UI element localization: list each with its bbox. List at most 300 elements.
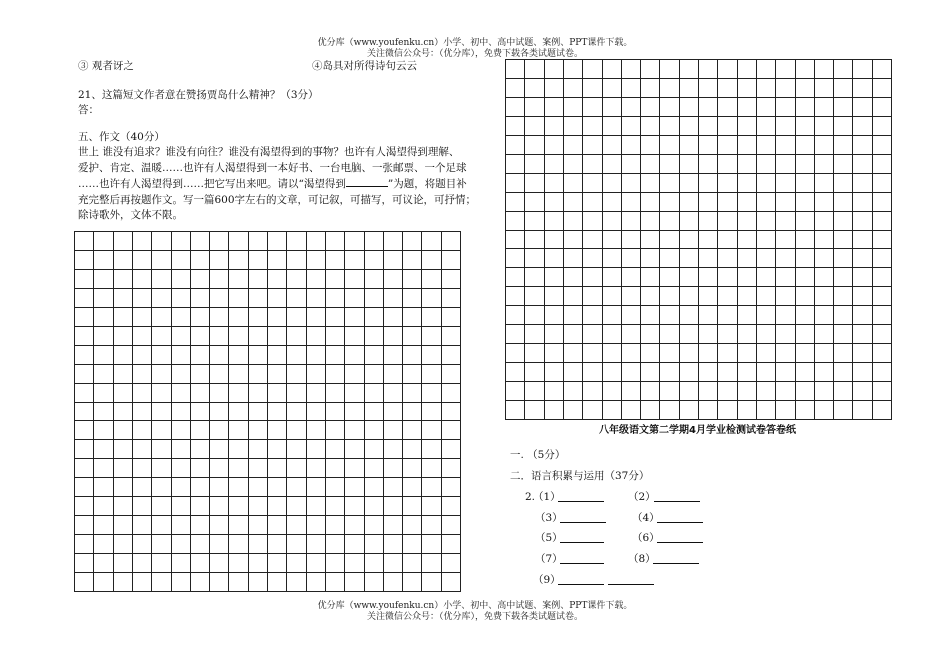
grid-cell[interactable] <box>344 458 364 478</box>
grid-cell[interactable] <box>151 515 171 535</box>
grid-cell[interactable] <box>544 78 564 98</box>
grid-cell[interactable] <box>737 135 757 155</box>
grid-cell[interactable] <box>756 97 776 117</box>
grid-cell[interactable] <box>563 267 583 287</box>
grid-cell[interactable] <box>814 362 834 382</box>
grid-cell[interactable] <box>267 496 287 516</box>
grid-cell[interactable] <box>74 439 94 459</box>
grid-cell[interactable] <box>659 305 679 325</box>
grid-cell[interactable] <box>737 116 757 136</box>
grid-cell[interactable] <box>113 326 133 346</box>
grid-cell[interactable] <box>659 192 679 212</box>
grid-cell[interactable] <box>544 248 564 268</box>
grid-cell[interactable] <box>563 116 583 136</box>
grid-cell[interactable] <box>93 553 113 573</box>
grid-cell[interactable] <box>344 326 364 346</box>
grid-cell[interactable] <box>325 231 345 251</box>
grid-cell[interactable] <box>228 231 248 251</box>
grid-cell[interactable] <box>93 458 113 478</box>
grid-cell[interactable] <box>364 307 384 327</box>
grid-cell[interactable] <box>679 343 699 363</box>
grid-cell[interactable] <box>852 192 872 212</box>
grid-cell[interactable] <box>698 230 718 250</box>
grid-cell[interactable] <box>402 402 422 422</box>
grid-cell[interactable] <box>248 383 268 403</box>
grid-cell[interactable] <box>74 402 94 422</box>
grid-cell[interactable] <box>344 231 364 251</box>
grid-cell[interactable] <box>505 286 525 306</box>
grid-cell[interactable] <box>306 326 326 346</box>
grid-cell[interactable] <box>228 269 248 289</box>
grid-cell[interactable] <box>325 477 345 497</box>
grid-cell[interactable] <box>113 515 133 535</box>
grid-cell[interactable] <box>151 250 171 270</box>
grid-cell[interactable] <box>621 78 641 98</box>
grid-cell[interactable] <box>717 362 737 382</box>
grid-cell[interactable] <box>93 477 113 497</box>
grid-cell[interactable] <box>563 286 583 306</box>
grid-cell[interactable] <box>679 381 699 401</box>
grid-cell[interactable] <box>544 211 564 231</box>
grid-cell[interactable] <box>364 288 384 308</box>
grid-cell[interactable] <box>421 496 441 516</box>
grid-cell[interactable] <box>659 343 679 363</box>
grid-cell[interactable] <box>151 534 171 554</box>
grid-cell[interactable] <box>267 553 287 573</box>
grid-cell[interactable] <box>267 231 287 251</box>
grid-cell[interactable] <box>383 402 403 422</box>
grid-cell[interactable] <box>698 362 718 382</box>
grid-cell[interactable] <box>364 326 384 346</box>
grid-cell[interactable] <box>151 439 171 459</box>
grid-cell[interactable] <box>737 248 757 268</box>
answer-blank-5[interactable] <box>560 530 604 543</box>
grid-cell[interactable] <box>602 192 622 212</box>
grid-cell[interactable] <box>286 553 306 573</box>
grid-cell[interactable] <box>602 78 622 98</box>
grid-cell[interactable] <box>344 288 364 308</box>
grid-cell[interactable] <box>441 383 461 403</box>
grid-cell[interactable] <box>621 267 641 287</box>
grid-cell[interactable] <box>209 231 229 251</box>
grid-cell[interactable] <box>602 362 622 382</box>
grid-cell[interactable] <box>872 59 892 79</box>
grid-cell[interactable] <box>344 383 364 403</box>
grid-cell[interactable] <box>306 269 326 289</box>
grid-cell[interactable] <box>441 269 461 289</box>
grid-cell[interactable] <box>872 211 892 231</box>
grid-cell[interactable] <box>402 553 422 573</box>
grid-cell[interactable] <box>325 307 345 327</box>
grid-cell[interactable] <box>344 250 364 270</box>
grid-cell[interactable] <box>775 154 795 174</box>
grid-cell[interactable] <box>659 400 679 420</box>
grid-cell[interactable] <box>582 59 602 79</box>
grid-cell[interactable] <box>505 343 525 363</box>
grid-cell[interactable] <box>344 364 364 384</box>
grid-cell[interactable] <box>132 439 152 459</box>
grid-cell[interactable] <box>248 345 268 365</box>
grid-cell[interactable] <box>640 400 660 420</box>
grid-cell[interactable] <box>852 381 872 401</box>
grid-cell[interactable] <box>248 420 268 440</box>
grid-cell[interactable] <box>325 515 345 535</box>
grid-cell[interactable] <box>833 248 853 268</box>
grid-cell[interactable] <box>286 250 306 270</box>
grid-cell[interactable] <box>209 458 229 478</box>
grid-cell[interactable] <box>833 324 853 344</box>
grid-cell[interactable] <box>640 78 660 98</box>
grid-cell[interactable] <box>756 135 776 155</box>
grid-cell[interactable] <box>602 286 622 306</box>
grid-cell[interactable] <box>248 307 268 327</box>
grid-cell[interactable] <box>364 250 384 270</box>
grid-cell[interactable] <box>814 78 834 98</box>
grid-cell[interactable] <box>402 458 422 478</box>
grid-cell[interactable] <box>74 288 94 308</box>
grid-cell[interactable] <box>717 343 737 363</box>
grid-cell[interactable] <box>74 383 94 403</box>
grid-cell[interactable] <box>659 97 679 117</box>
grid-cell[interactable] <box>814 59 834 79</box>
grid-cell[interactable] <box>383 477 403 497</box>
grid-cell[interactable] <box>698 267 718 287</box>
grid-cell[interactable] <box>833 59 853 79</box>
grid-cell[interactable] <box>306 364 326 384</box>
grid-cell[interactable] <box>402 288 422 308</box>
grid-cell[interactable] <box>151 553 171 573</box>
grid-cell[interactable] <box>171 231 191 251</box>
grid-cell[interactable] <box>833 135 853 155</box>
grid-cell[interactable] <box>659 267 679 287</box>
grid-cell[interactable] <box>544 192 564 212</box>
grid-cell[interactable] <box>679 116 699 136</box>
grid-cell[interactable] <box>756 230 776 250</box>
grid-cell[interactable] <box>151 345 171 365</box>
grid-cell[interactable] <box>171 458 191 478</box>
grid-cell[interactable] <box>833 230 853 250</box>
grid-cell[interactable] <box>248 572 268 592</box>
grid-cell[interactable] <box>267 534 287 554</box>
grid-cell[interactable] <box>93 231 113 251</box>
grid-cell[interactable] <box>795 343 815 363</box>
grid-cell[interactable] <box>852 362 872 382</box>
grid-cell[interactable] <box>228 477 248 497</box>
grid-cell[interactable] <box>441 231 461 251</box>
grid-cell[interactable] <box>209 345 229 365</box>
grid-cell[interactable] <box>795 381 815 401</box>
grid-cell[interactable] <box>833 173 853 193</box>
grid-cell[interactable] <box>306 458 326 478</box>
grid-cell[interactable] <box>717 192 737 212</box>
grid-cell[interactable] <box>74 231 94 251</box>
grid-cell[interactable] <box>267 345 287 365</box>
grid-cell[interactable] <box>563 97 583 117</box>
grid-cell[interactable] <box>190 402 210 422</box>
grid-cell[interactable] <box>544 400 564 420</box>
grid-cell[interactable] <box>698 116 718 136</box>
grid-cell[interactable] <box>814 116 834 136</box>
grid-cell[interactable] <box>833 78 853 98</box>
grid-cell[interactable] <box>814 267 834 287</box>
grid-cell[interactable] <box>93 496 113 516</box>
grid-cell[interactable] <box>679 173 699 193</box>
grid-cell[interactable] <box>228 420 248 440</box>
grid-cell[interactable] <box>306 439 326 459</box>
grid-cell[interactable] <box>209 250 229 270</box>
grid-cell[interactable] <box>756 59 776 79</box>
grid-cell[interactable] <box>441 345 461 365</box>
grid-cell[interactable] <box>383 288 403 308</box>
grid-cell[interactable] <box>621 211 641 231</box>
grid-cell[interactable] <box>113 496 133 516</box>
grid-cell[interactable] <box>698 192 718 212</box>
grid-cell[interactable] <box>190 534 210 554</box>
grid-cell[interactable] <box>563 343 583 363</box>
grid-cell[interactable] <box>524 286 544 306</box>
grid-cell[interactable] <box>93 307 113 327</box>
grid-cell[interactable] <box>248 250 268 270</box>
grid-cell[interactable] <box>74 250 94 270</box>
grid-cell[interactable] <box>171 553 191 573</box>
grid-cell[interactable] <box>756 324 776 344</box>
grid-cell[interactable] <box>852 154 872 174</box>
grid-cell[interactable] <box>544 362 564 382</box>
grid-cell[interactable] <box>132 307 152 327</box>
grid-cell[interactable] <box>833 211 853 231</box>
grid-cell[interactable] <box>306 572 326 592</box>
grid-cell[interactable] <box>93 269 113 289</box>
grid-cell[interactable] <box>737 211 757 231</box>
grid-cell[interactable] <box>717 211 737 231</box>
grid-cell[interactable] <box>441 364 461 384</box>
grid-cell[interactable] <box>132 496 152 516</box>
grid-cell[interactable] <box>602 343 622 363</box>
grid-cell[interactable] <box>698 173 718 193</box>
grid-cell[interactable] <box>364 383 384 403</box>
grid-cell[interactable] <box>852 267 872 287</box>
grid-cell[interactable] <box>228 288 248 308</box>
grid-cell[interactable] <box>563 59 583 79</box>
grid-cell[interactable] <box>364 364 384 384</box>
grid-cell[interactable] <box>602 400 622 420</box>
grid-cell[interactable] <box>775 400 795 420</box>
grid-cell[interactable] <box>659 286 679 306</box>
grid-cell[interactable] <box>113 307 133 327</box>
grid-cell[interactable] <box>421 458 441 478</box>
grid-cell[interactable] <box>171 364 191 384</box>
grid-cell[interactable] <box>228 458 248 478</box>
grid-cell[interactable] <box>383 515 403 535</box>
grid-cell[interactable] <box>737 154 757 174</box>
grid-cell[interactable] <box>640 173 660 193</box>
grid-cell[interactable] <box>717 286 737 306</box>
grid-cell[interactable] <box>325 383 345 403</box>
grid-cell[interactable] <box>74 572 94 592</box>
grid-cell[interactable] <box>544 305 564 325</box>
answer-blank-9b[interactable] <box>608 572 654 585</box>
grid-cell[interactable] <box>524 305 544 325</box>
grid-cell[interactable] <box>621 286 641 306</box>
grid-cell[interactable] <box>209 553 229 573</box>
grid-cell[interactable] <box>737 343 757 363</box>
grid-cell[interactable] <box>524 192 544 212</box>
grid-cell[interactable] <box>306 231 326 251</box>
grid-cell[interactable] <box>93 345 113 365</box>
grid-cell[interactable] <box>679 192 699 212</box>
grid-cell[interactable] <box>775 211 795 231</box>
grid-cell[interactable] <box>344 420 364 440</box>
grid-cell[interactable] <box>441 307 461 327</box>
grid-cell[interactable] <box>441 553 461 573</box>
grid-cell[interactable] <box>421 439 441 459</box>
grid-cell[interactable] <box>640 59 660 79</box>
grid-cell[interactable] <box>209 288 229 308</box>
grid-cell[interactable] <box>756 173 776 193</box>
grid-cell[interactable] <box>325 269 345 289</box>
grid-cell[interactable] <box>524 343 544 363</box>
grid-cell[interactable] <box>505 305 525 325</box>
grid-cell[interactable] <box>402 383 422 403</box>
grid-cell[interactable] <box>93 364 113 384</box>
grid-cell[interactable] <box>795 305 815 325</box>
grid-cell[interactable] <box>383 326 403 346</box>
grid-cell[interactable] <box>872 362 892 382</box>
grid-cell[interactable] <box>228 307 248 327</box>
grid-cell[interactable] <box>306 288 326 308</box>
grid-cell[interactable] <box>421 553 441 573</box>
grid-cell[interactable] <box>132 231 152 251</box>
grid-cell[interactable] <box>621 59 641 79</box>
grid-cell[interactable] <box>640 324 660 344</box>
grid-cell[interactable] <box>717 154 737 174</box>
grid-cell[interactable] <box>872 154 892 174</box>
grid-cell[interactable] <box>421 231 441 251</box>
grid-cell[interactable] <box>814 135 834 155</box>
grid-cell[interactable] <box>737 173 757 193</box>
grid-cell[interactable] <box>151 307 171 327</box>
grid-cell[interactable] <box>640 343 660 363</box>
grid-cell[interactable] <box>833 362 853 382</box>
grid-cell[interactable] <box>151 477 171 497</box>
grid-cell[interactable] <box>228 439 248 459</box>
grid-cell[interactable] <box>74 477 94 497</box>
grid-cell[interactable] <box>151 402 171 422</box>
grid-cell[interactable] <box>679 230 699 250</box>
grid-cell[interactable] <box>775 286 795 306</box>
grid-cell[interactable] <box>775 362 795 382</box>
grid-cell[interactable] <box>151 288 171 308</box>
grid-cell[interactable] <box>640 286 660 306</box>
grid-cell[interactable] <box>306 250 326 270</box>
grid-cell[interactable] <box>795 116 815 136</box>
grid-cell[interactable] <box>563 173 583 193</box>
grid-cell[interactable] <box>679 324 699 344</box>
grid-cell[interactable] <box>814 305 834 325</box>
grid-cell[interactable] <box>383 534 403 554</box>
grid-cell[interactable] <box>659 173 679 193</box>
grid-cell[interactable] <box>113 458 133 478</box>
grid-cell[interactable] <box>286 288 306 308</box>
grid-cell[interactable] <box>582 324 602 344</box>
grid-cell[interactable] <box>756 362 776 382</box>
grid-cell[interactable] <box>717 324 737 344</box>
grid-cell[interactable] <box>852 324 872 344</box>
grid-cell[interactable] <box>775 343 795 363</box>
grid-cell[interactable] <box>344 572 364 592</box>
grid-cell[interactable] <box>228 383 248 403</box>
grid-cell[interactable] <box>209 269 229 289</box>
grid-cell[interactable] <box>872 116 892 136</box>
grid-cell[interactable] <box>582 267 602 287</box>
grid-cell[interactable] <box>544 59 564 79</box>
grid-cell[interactable] <box>582 400 602 420</box>
grid-cell[interactable] <box>93 326 113 346</box>
grid-cell[interactable] <box>756 192 776 212</box>
grid-cell[interactable] <box>505 400 525 420</box>
grid-cell[interactable] <box>132 364 152 384</box>
grid-cell[interactable] <box>74 515 94 535</box>
grid-cell[interactable] <box>325 250 345 270</box>
grid-cell[interactable] <box>582 362 602 382</box>
grid-cell[interactable] <box>505 362 525 382</box>
grid-cell[interactable] <box>833 192 853 212</box>
grid-cell[interactable] <box>344 496 364 516</box>
grid-cell[interactable] <box>602 324 622 344</box>
grid-cell[interactable] <box>248 439 268 459</box>
grid-cell[interactable] <box>402 477 422 497</box>
grid-cell[interactable] <box>344 553 364 573</box>
grid-cell[interactable] <box>74 553 94 573</box>
grid-cell[interactable] <box>795 154 815 174</box>
grid-cell[interactable] <box>795 192 815 212</box>
grid-cell[interactable] <box>795 248 815 268</box>
grid-cell[interactable] <box>93 439 113 459</box>
grid-cell[interactable] <box>852 59 872 79</box>
grid-cell[interactable] <box>93 515 113 535</box>
grid-cell[interactable] <box>544 97 564 117</box>
grid-cell[interactable] <box>795 211 815 231</box>
grid-cell[interactable] <box>151 420 171 440</box>
grid-cell[interactable] <box>852 400 872 420</box>
grid-cell[interactable] <box>402 231 422 251</box>
grid-cell[interactable] <box>505 381 525 401</box>
grid-cell[interactable] <box>756 211 776 231</box>
grid-cell[interactable] <box>267 326 287 346</box>
grid-cell[interactable] <box>852 116 872 136</box>
grid-cell[interactable] <box>421 477 441 497</box>
grid-cell[interactable] <box>441 402 461 422</box>
grid-cell[interactable] <box>524 400 544 420</box>
grid-cell[interactable] <box>872 305 892 325</box>
grid-cell[interactable] <box>679 78 699 98</box>
grid-cell[interactable] <box>814 343 834 363</box>
grid-cell[interactable] <box>505 192 525 212</box>
grid-cell[interactable] <box>775 135 795 155</box>
grid-cell[interactable] <box>717 135 737 155</box>
grid-cell[interactable] <box>132 250 152 270</box>
grid-cell[interactable] <box>679 286 699 306</box>
grid-cell[interactable] <box>248 231 268 251</box>
grid-cell[interactable] <box>441 477 461 497</box>
grid-cell[interactable] <box>267 439 287 459</box>
grid-cell[interactable] <box>795 97 815 117</box>
grid-cell[interactable] <box>267 288 287 308</box>
grid-cell[interactable] <box>698 97 718 117</box>
grid-cell[interactable] <box>640 381 660 401</box>
grid-cell[interactable] <box>563 78 583 98</box>
grid-cell[interactable] <box>286 345 306 365</box>
